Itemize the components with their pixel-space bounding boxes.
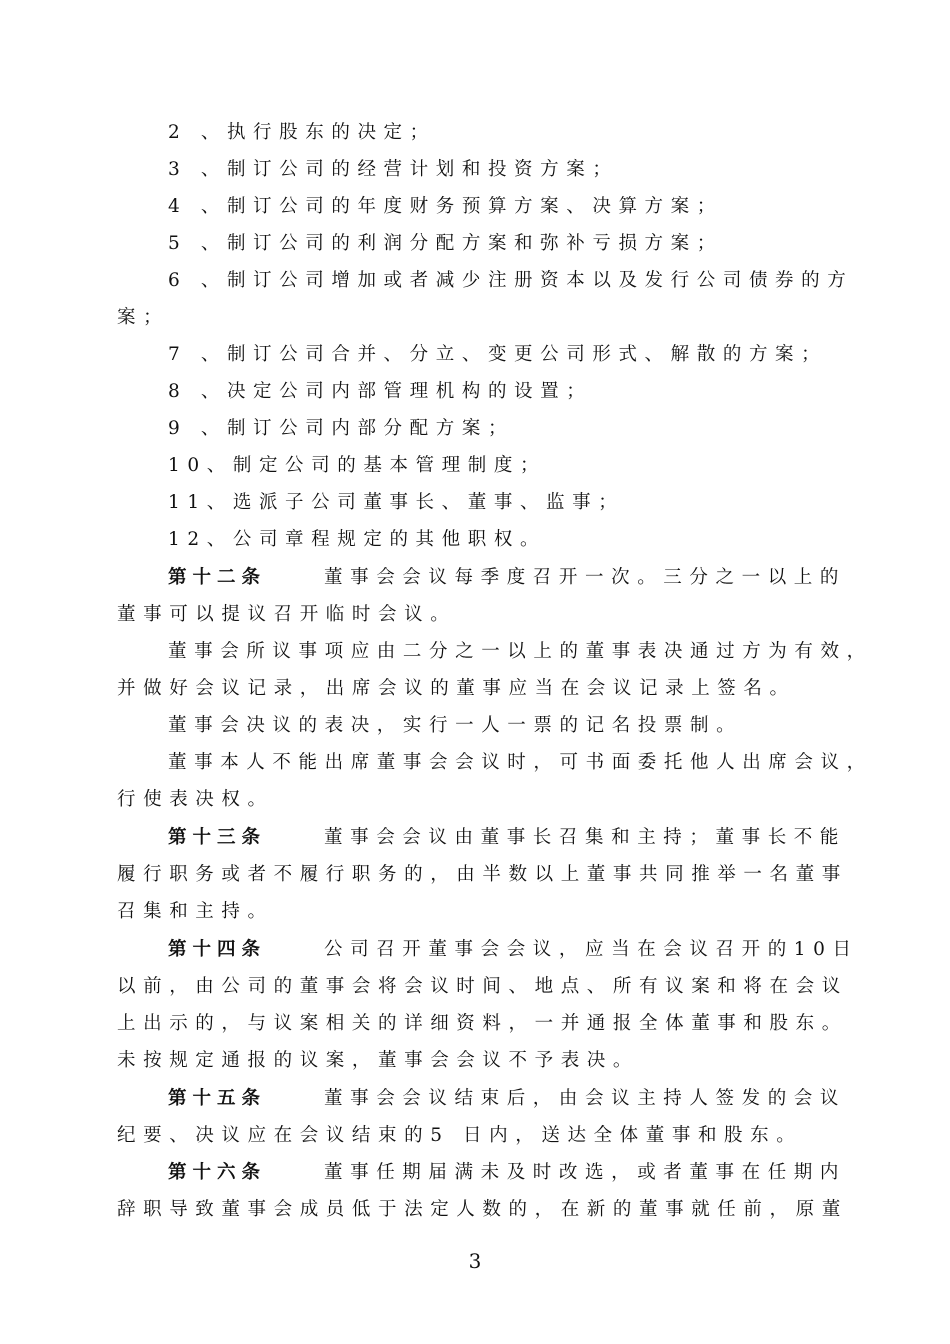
article-15-text: 纪要、决议应在会议结束的5 日内，送达全体董事和股东。 (117, 1125, 803, 1146)
article-12-text: 董事会会议每季度召开一次。三分之一以上的 (324, 567, 847, 588)
article-12-line (168, 565, 846, 591)
article-12-text: 董事可以提议召开临时会议。 (117, 604, 457, 625)
article-12-paragraph: 董事会决议的表决，实行一人一票的记名投票制。 (168, 715, 743, 736)
article-13-text: 召集和主持。 (117, 901, 274, 922)
list-item: 8 、决定公司内部管理机构的设置； (168, 381, 593, 402)
article-16-text: 董事任期届满未及时改选，或者董事在任期内 (324, 1162, 847, 1183)
article-12-heading: 第十二条 (168, 567, 267, 588)
list-item: 3 、制订公司的经营计划和投资方案； (168, 159, 619, 180)
article-14-line (168, 937, 859, 963)
article-13-text: 董事会会议由董事长召集和主持；董事长不能 (324, 827, 847, 848)
list-item: 10、制定公司的基本管理制度； (168, 455, 547, 476)
list-item-continuation: 案； (117, 307, 170, 328)
article-16-line (168, 1160, 846, 1186)
article-13-heading: 第十三条 (168, 827, 267, 848)
list-item: 9 、制订公司内部分配方案； (168, 418, 515, 439)
article-12-paragraph: 行使表决权。 (117, 789, 274, 810)
article-12-paragraph: 并做好会议记录，出席会议的董事应当在会议记录上签名。 (117, 678, 796, 699)
article-15-line (168, 1086, 846, 1112)
article-14-text: 未按规定通报的议案，董事会会议不予表决。 (117, 1050, 640, 1071)
article-15-text: 董事会会议结束后，由会议主持人签发的会议 (324, 1088, 847, 1109)
article-14-text: 上出示的，与议案相关的详细资料，一并通报全体董事和股东。 (117, 1013, 848, 1034)
article-13-line (168, 825, 846, 851)
list-item: 7 、制订公司合并、分立、变更公司形式、解散的方案； (168, 344, 828, 365)
list-item: 2 、执行股东的决定； (168, 122, 436, 143)
article-14-text: 公司召开董事会会议，应当在会议召开的10日 (324, 939, 859, 960)
article-15-heading: 第十五条 (168, 1088, 267, 1109)
article-12-paragraph: 董事本人不能出席董事会会议时，可书面委托他人出席会议， (168, 752, 873, 773)
list-item: 4 、制订公司的年度财务预算方案、决算方案； (168, 196, 723, 217)
article-16-text: 辞职导致董事会成员低于法定人数的，在新的董事就任前，原董 (117, 1199, 848, 1220)
article-13-text: 履行职务或者不履行职务的，由半数以上董事共同推举一名董事 (117, 864, 848, 885)
article-16-heading: 第十六条 (168, 1162, 267, 1183)
article-14-heading: 第十四条 (168, 939, 267, 960)
list-item: 11、选派子公司董事长、董事、监事； (168, 492, 625, 513)
list-item: 12、公司章程规定的其他职权。 (168, 529, 547, 550)
article-14-text: 以前，由公司的董事会将会议时间、地点、所有议案和将在会议 (117, 976, 848, 997)
page-number: 3 (468, 1249, 482, 1273)
article-12-paragraph: 董事会所议事项应由二分之一以上的董事表决通过方为有效， (168, 641, 873, 662)
list-item: 6 、制订公司增加或者减少注册资本以及发行公司债券的方 (168, 270, 854, 291)
list-item: 5 、制订公司的利润分配方案和弥补亏损方案； (168, 233, 723, 254)
